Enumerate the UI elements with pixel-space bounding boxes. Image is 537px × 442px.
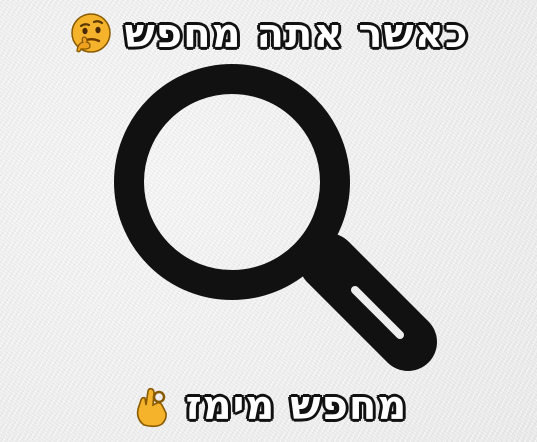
ok-hand-icon xyxy=(130,383,176,429)
magnifying-glass-icon xyxy=(100,52,460,382)
bottom-caption-text: מחפש מימז xyxy=(185,383,408,429)
top-caption-text: כאשר אתה מחפש xyxy=(124,11,469,57)
bottom-caption xyxy=(0,378,537,434)
thinking-face-icon xyxy=(68,11,114,57)
